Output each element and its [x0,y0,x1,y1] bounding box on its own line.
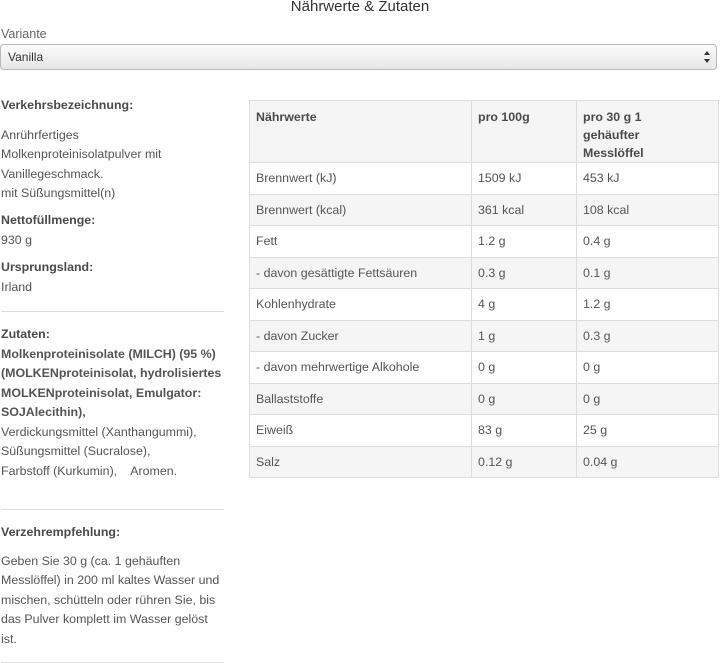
zutaten-heading: Zutaten: [1,327,50,341]
table-cell-per-100g: 4 g [472,289,577,321]
select-arrows-icon [703,49,711,65]
table-cell-nutrient: Kohlenhydrate [250,289,472,321]
table-row [250,446,719,478]
table-row [250,383,719,415]
table-cell-per-100g: 0 g [472,383,577,415]
table-cell-per-portion: 108 kcal [577,194,719,226]
table-cell-per-portion: 0.3 g [577,320,719,352]
divider [1,509,224,510]
verkehr-line: Vanillegeschmack. [1,166,104,181]
verkehr-text [1,126,225,204]
verzehr-heading: Verzehrempfehlung: [1,525,121,539]
table-cell-per-portion: 0.4 g [577,226,719,258]
verzehr-text [1,552,225,650]
variant-select[interactable] [0,44,717,70]
table-cell-per-portion: 25 g [577,415,719,447]
zutaten-bold-line: Molkenproteinisolate (MILCH) (95 %) [1,346,216,361]
table-row [250,320,719,352]
verzehr-line: das Pulver komplett im Wasser gelöst [1,612,208,626]
table-cell-nutrient: Salz [250,446,472,478]
table-header-pro-portion: pro 30 g 1 gehäufter Messlöffel [577,101,719,163]
netto-value: 930 g [1,232,33,247]
verkehr-line: Molkenproteinisolatpulver mit [1,147,162,161]
verkehr-line: mit Süßungsmittel(n) [1,186,116,200]
table-cell-per-portion: 1.2 g [577,289,719,321]
table-row [250,415,719,447]
table-row [250,163,719,195]
zutaten-bold-line: (MOLKENproteinisolat, hydrolisiertes [1,366,222,380]
zutaten-line: Farbstoff (Kurkumin), Aromen. [1,463,178,478]
table-cell-per-100g: 1509 kJ [472,163,577,195]
table-cell-nutrient: - davon mehrwertige Alkohole [250,352,472,384]
zutaten-line: Verdickungsmittel (Xanthangummi), [1,424,197,439]
table-row [250,194,719,226]
table-row [250,257,719,289]
table-cell-per-100g: 83 g [472,415,577,447]
table-cell-nutrient: Fett [250,226,472,258]
nutrition-table [249,100,719,478]
table-cell-per-100g: 0 g [472,352,577,384]
table-cell-per-100g: 1.2 g [472,226,577,258]
table-header-naehrwerte: Nährwerte [250,101,472,163]
table-cell-per-100g: 1 g [472,320,577,352]
table-cell-nutrient: - davon Zucker [250,320,472,352]
verzehr-line: mischen, schütteln oder rühren Sie, bis [1,592,216,607]
ursprung-value: Irland [1,279,32,294]
netto-heading: Nettofüllmenge: [1,213,96,227]
table-row [250,289,719,321]
table-cell-per-portion: 0.1 g [577,257,719,289]
verkehr-line: Anrührfertiges [1,127,79,142]
table-cell-per-100g: 0.3 g [472,257,577,289]
page-title: Nährwerte & Zutaten [290,0,430,15]
zutaten-bold-line: SOJAlecithin), [1,405,86,419]
zutaten-bold-line: MOLKENproteinisolat, Emulgator: [1,385,202,400]
variant-selected-value: Vanilla [8,50,44,64]
table-cell-per-portion: 0 g [577,383,719,415]
table-cell-per-portion: 0 g [577,352,719,384]
table-cell-per-100g: 361 kcal [472,194,577,226]
zutaten-line: Süßungsmittel (Sucralose), [1,444,151,458]
verzehr-line: ist. [1,631,17,646]
table-cell-nutrient: Brennwert (kJ) [250,163,472,195]
table-cell-nutrient: Ballaststoffe [250,383,472,415]
verzehr-line: Geben Sie 30 g (ca. 1 gehäuften [1,553,181,568]
verzehr-line: Messlöffel) in 200 ml kaltes Wasser und [1,573,220,587]
table-row [250,226,719,258]
verkehr-heading: Verkehrsbezeichnung: [1,98,134,112]
variant-label: Variante [1,27,47,41]
ursprung-heading: Ursprungsland: [1,260,94,274]
table-cell-nutrient: Brennwert (kcal) [250,194,472,226]
table-cell-nutrient: - davon gesättigte Fettsäuren [250,257,472,289]
table-row [250,352,719,384]
table-cell-per-portion: 0.04 g [577,446,719,478]
table-cell-per-portion: 453 kJ [577,163,719,195]
table-header-pro-100g: pro 100g [472,101,577,163]
divider [1,311,224,312]
table-cell-nutrient: Eiweiß [250,415,472,447]
table-cell-per-100g: 0.12 g [472,446,577,478]
